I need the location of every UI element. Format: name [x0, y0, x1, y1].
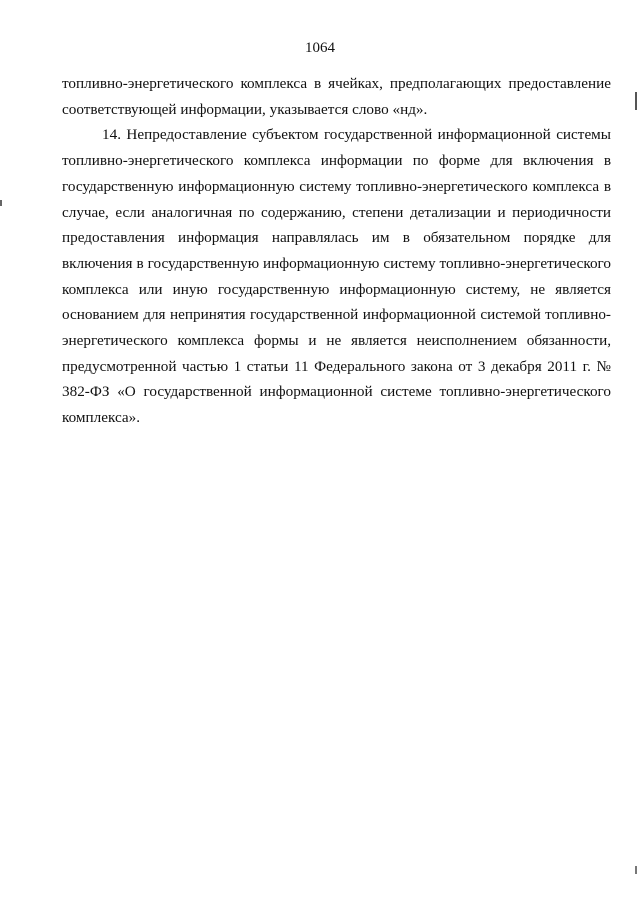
paragraph-item-14: 14. Непредоставление субъектом государственной информационной системы топливно-энергетического комплекса информации по форме для включения в государственную информационную систему топливно-энергетического комплекса в случае, если аналогичная по содержанию, степени детализации и периодичности предоставления информация направлялась им в обязательном порядке для включения в государственную информационную систему топливно-энергетического комплекса или иную государственную информационную систему, не является основанием для непринятия государственной информационной системой топливно-энергетического комплекса формы и не является неисполнением обязанности, предусмотренной частью 1 статьи 11 Федерального закона от 3 декабря 2011 г. № 382-ФЗ «О государственной информационной системе топливно-энергетического комплекса».	[62, 126, 611, 427]
scan-edge-mark	[635, 866, 637, 874]
scan-edge-mark	[0, 200, 2, 206]
page-number: 1064	[305, 40, 335, 56]
paragraph-continuation: топливно-энергетического комплекса в ячейках, предполагающих предоставление соответствующей информации, указывается слово «нд».	[62, 75, 611, 118]
document-body	[62, 71, 611, 431]
scan-edge-mark	[635, 92, 637, 110]
